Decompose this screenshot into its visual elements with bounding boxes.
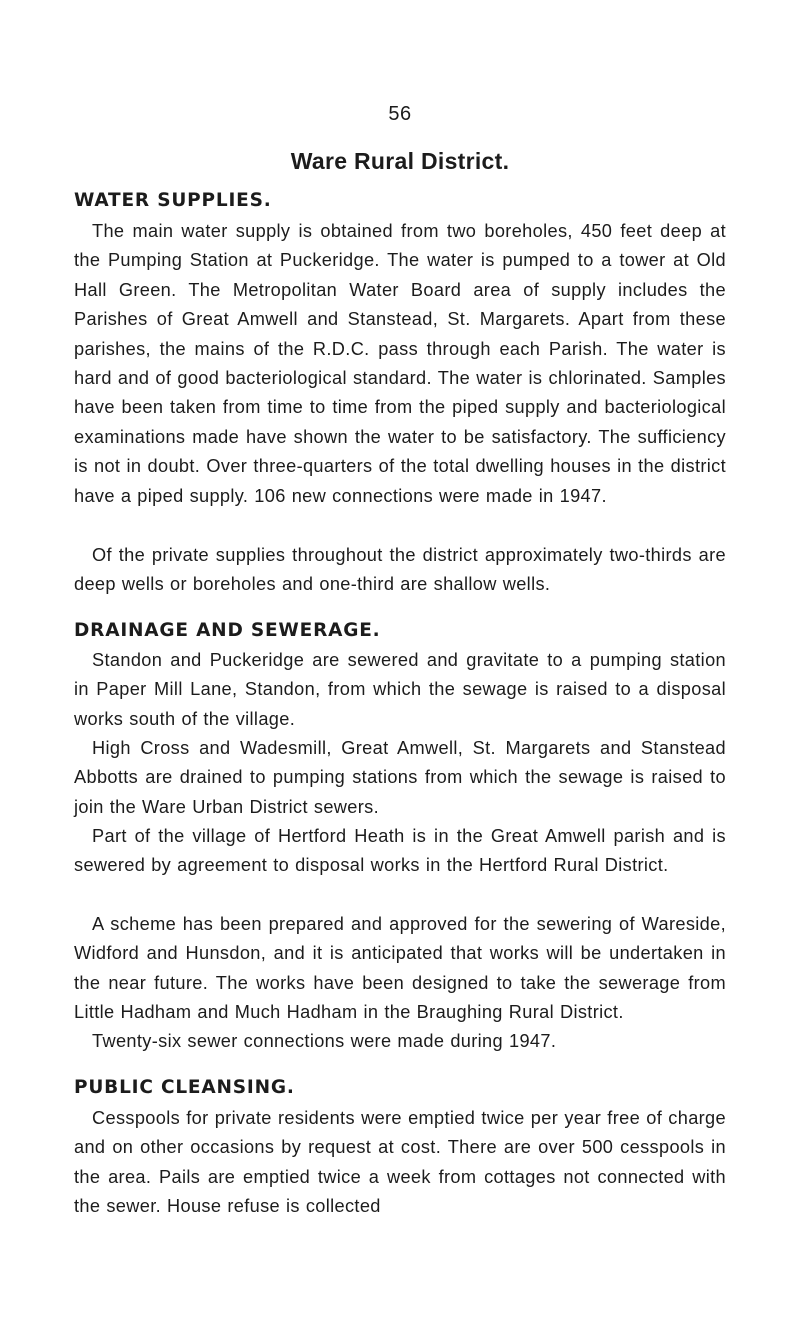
paragraph-water-main-supply: The main water supply is obtained from two boreholes, 450 feet deep at the Pumping Station at Puckeridge. The water is pumped to a tower at Old Hall Green. The Metropolitan Water Board area of supply includes the Parishes of Great Amwell and Stanstead, St. Margarets. Apart from these parishes, the mains of the R.D.C. pass through each Parish. The water is hard and of good bacteriological standard. The water is chlorinated. Samples have been taken from time to time from the piped supply and bacteriological examinations made have shown the water to be satisfactory. The sufficiency is not in doubt. Over three-quarters of the total dwelling houses in the district have a piped supply. 106 new connections were made in 1947. (74, 221, 726, 506)
paragraph-sewering-scheme: A scheme has been prepared and approved for the sewering of Wareside, Widford and Hunsdon, and it is anticipated that works will be undertaken in the near future. The works have been designed to take the sewerage from Little Hadham and Much Hadham in the Braughing Rural District. (74, 914, 726, 1023)
section-heading-public-cleansing: PUBLIC CLEANSING. (74, 1077, 295, 1098)
paragraph-high-cross-wadesmill: High Cross and Wadesmill, Great Amwell, St. Margarets and Stanstead Abbotts are drained to pumping stations from which the sewage is raised to join the Ware Urban District sewers. (74, 738, 726, 817)
paragraph-standon-puckeridge: Standon and Puckeridge are sewered and gravitate to a pumping station in Paper Mill Lane, Standon, from which the sewage is raised to a disposal works south of the village. (74, 650, 726, 729)
section-heading-drainage-sewerage: DRAINAGE AND SEWERAGE. (74, 620, 381, 641)
paragraph-water-private-supplies: Of the private supplies throughout the district approximately two-thirds are deep wells or boreholes and one-third are shallow wells. (74, 545, 726, 595)
paragraph-cesspools: Cesspools for private residents were emptied twice per year free of charge and on other occasions by request at cost. There are over 500 cesspools in the area. Pails are emptied twice a week from cottages not connected with the sewer. House refuse is collected (74, 1108, 726, 1217)
page-number: 56 (388, 103, 412, 125)
page-title: Ware Rural District. (290, 148, 510, 174)
section-heading-water-supplies: WATER SUPPLIES. (74, 190, 272, 211)
paragraph-hertford-heath: Part of the village of Hertford Heath is in the Great Amwell parish and is sewered by agreement to disposal works in the Hertford Rural District. (74, 826, 726, 876)
paragraph-sewer-connections: Twenty-six sewer connections were made during 1947. (92, 1031, 557, 1051)
